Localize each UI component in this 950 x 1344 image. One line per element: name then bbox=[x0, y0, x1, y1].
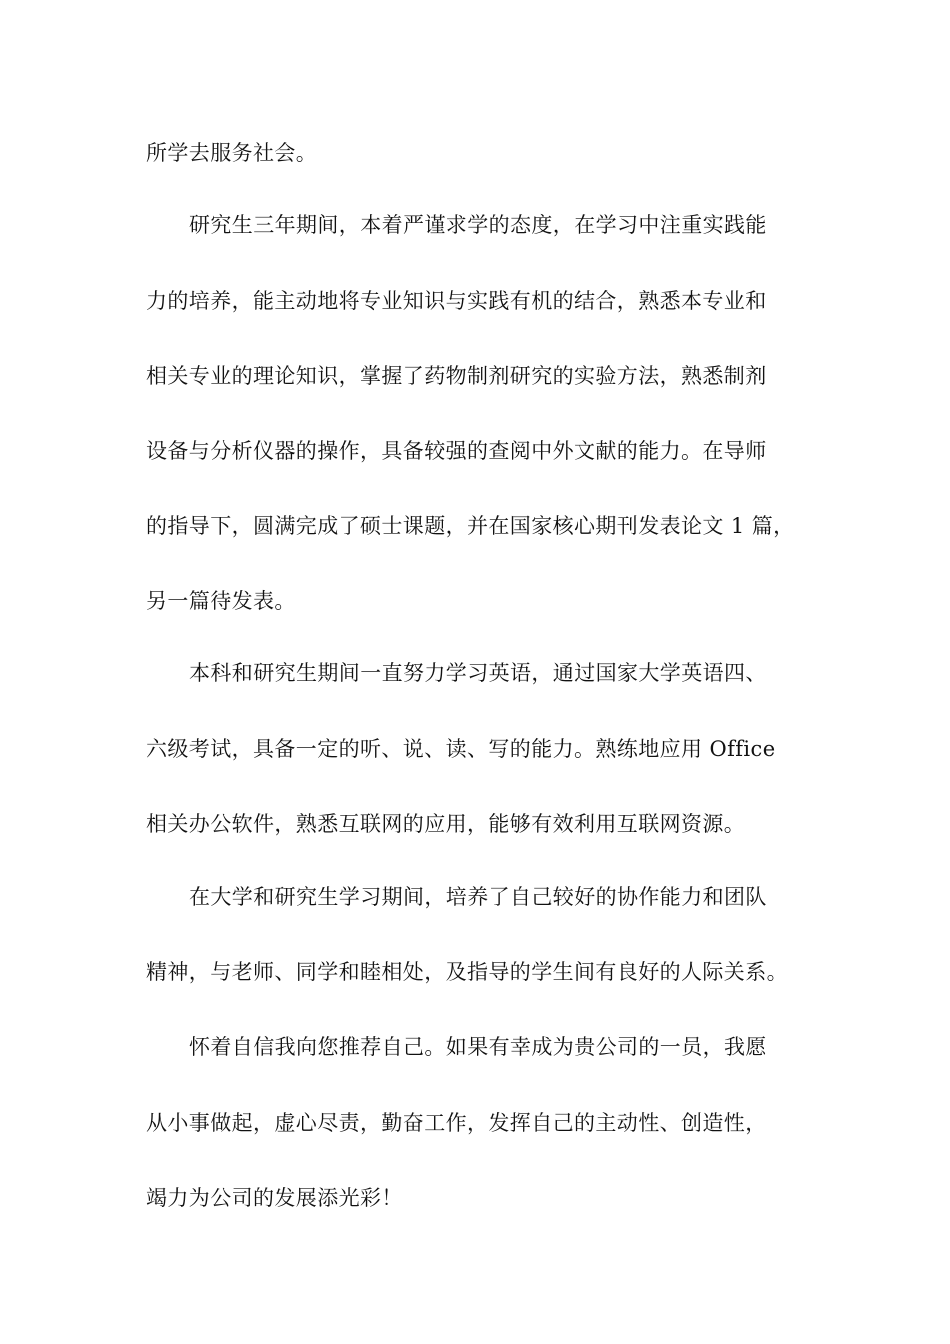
text-line: 力的培养，能主动地将专业知识与实践有机的结合，熟悉本专业和 bbox=[146, 289, 767, 313]
text-line: 所学去服务社会。 bbox=[146, 141, 318, 165]
paragraph-first-line: 研究生三年期间，本着严谨求学的态度，在学习中注重实践能 bbox=[189, 213, 767, 237]
text-line: 设备与分析仪器的操作，具备较强的查阅中外文献的能力。在导师 bbox=[146, 439, 767, 463]
text-line: 竭力为公司的发展添光彩！ bbox=[146, 1186, 403, 1210]
text-line: 从小事做起，虚心尽责，勤奋工作，发挥自己的主动性、创造性， bbox=[146, 1111, 767, 1135]
text-line: 精神，与老师、同学和睦相处，及指导的学生间有良好的人际关系。 bbox=[146, 960, 788, 984]
text-line: 相关办公软件，熟悉互联网的应用，能够有效利用互联网资源。 bbox=[146, 812, 746, 836]
text-line: 另一篇待发表。 bbox=[146, 589, 296, 613]
text-line: 六级考试，具备一定的听、说、读、写的能力。熟练地应用 Office bbox=[146, 737, 776, 761]
text-line: 的指导下，圆满完成了硕士课题，并在国家核心期刊发表论文 1 篇， bbox=[146, 514, 795, 538]
paragraph-first-line: 在大学和研究生学习期间，培养了自己较好的协作能力和团队 bbox=[189, 885, 767, 909]
paragraph-first-line: 本科和研究生期间一直努力学习英语，通过国家大学英语四、 bbox=[189, 661, 767, 685]
paragraph-first-line: 怀着自信我向您推荐自己。如果有幸成为贵公司的一员，我愿 bbox=[189, 1035, 767, 1059]
text-line: 相关专业的理论知识，掌握了药物制剂研究的实验方法，熟悉制剂 bbox=[146, 364, 767, 388]
